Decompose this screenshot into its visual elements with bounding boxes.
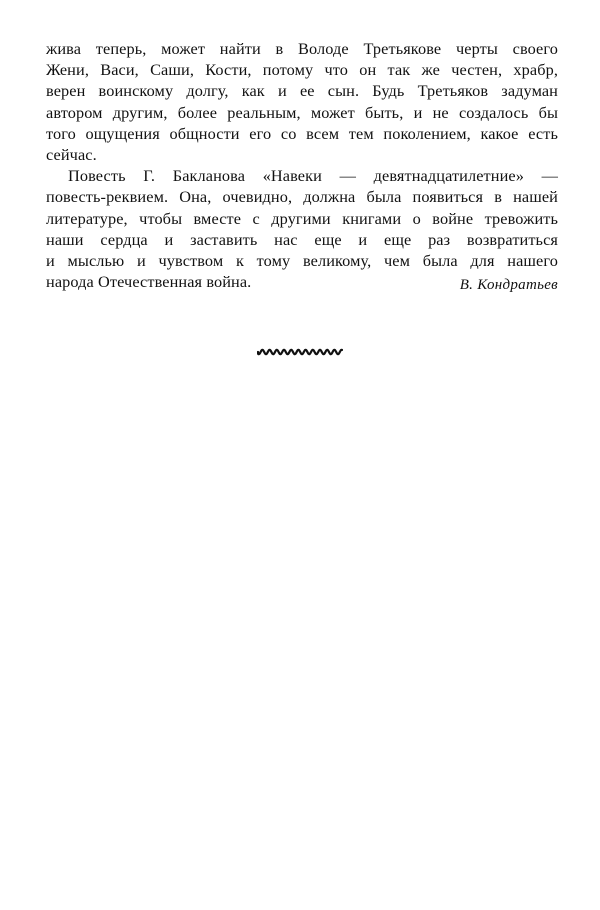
text-line: наши сердца и заставить нас еще и еще раз возвратиться (46, 229, 558, 249)
paragraph-2 (46, 165, 558, 292)
document-page (46, 38, 558, 292)
text-line: Жени, Васи, Саши, Кости, потому что он так же честен, храбр, (46, 60, 558, 80)
text-line: автором другим, более реальным, может быть, и не создалось бы (46, 102, 558, 122)
wave-path (258, 350, 342, 354)
text-line: жива теперь, может найти в Володе Третьякове черты своего (46, 39, 558, 58)
wavy-line-ornament-icon (257, 345, 343, 359)
author-signature: В. Кондратьев (459, 277, 558, 293)
text-line: верен воинскому долгу, как и ее сын. Будь Третьяков задуман (46, 81, 558, 101)
text-line: литературе, чтобы вместе с другими книгами о войне тревожить (46, 208, 558, 228)
text-line: и мыслью и чувством к тому великому, чем была для нашего (46, 251, 558, 271)
text-line: Повесть Г. Бакланова «Навеки — девятнадцатилетние» — (68, 166, 558, 186)
text-line: того ощущения общности его со всем тем поколением, какое есть (46, 123, 558, 143)
text-line: народа Отечественная война. (46, 272, 252, 292)
paragraph-1 (46, 38, 558, 165)
text-line: сейчас. (46, 145, 97, 165)
text-line: повесть-реквием. Она, очевидно, должна была появиться в нашей (46, 187, 558, 207)
article-text (46, 38, 558, 292)
